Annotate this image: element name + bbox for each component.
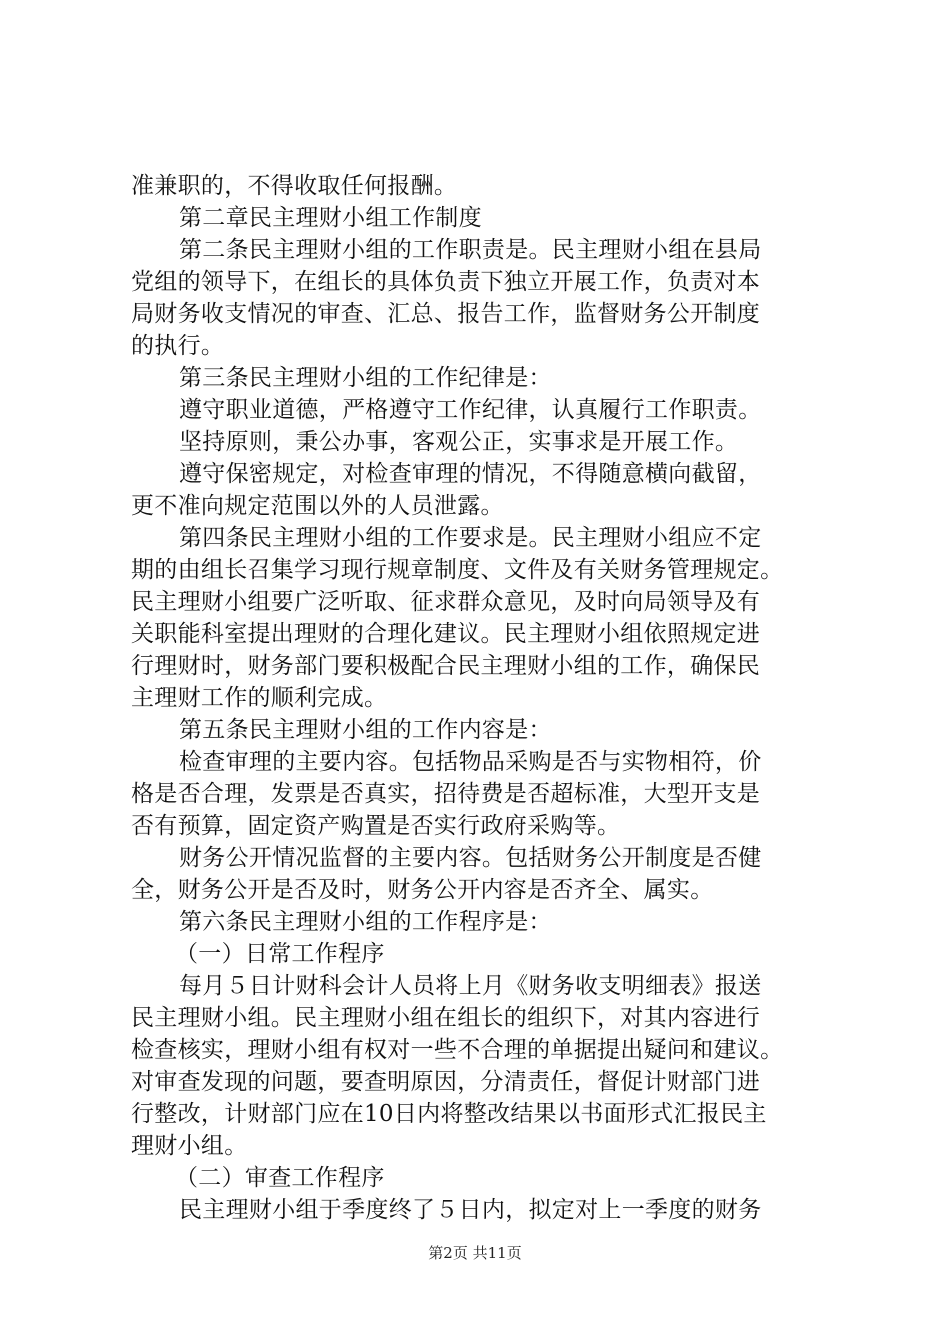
text-line: 第三条民主理财小组的工作纪律是： (179, 365, 552, 391)
text-line: 的执行。 (131, 333, 225, 359)
text-line: 行整改，计财部门应在10日内将整改结果以书面形式汇报民主 (131, 1101, 767, 1127)
text-line: 财务公开情况监督的主要内容。包括财务公开制度是否健 (179, 845, 762, 871)
text-line: 全，财务公开是否及时，财务公开内容是否齐全、属实。 (131, 877, 714, 903)
text-line: 遵守职业道德，严格遵守工作纪律，认真履行工作职责。 (179, 397, 762, 423)
section-heading: （二）审查工作程序 (175, 1165, 385, 1191)
text-line: 检查审理的主要内容。包括物品采购是否与实物相符，价 (179, 749, 762, 775)
text-line: 主理财工作的顺利完成。 (131, 685, 388, 711)
text-line: 否有预算，固定资产购置是否实行政府采购等。 (131, 813, 621, 839)
text-line: 第五条民主理财小组的工作内容是： (179, 717, 552, 743)
text-line: 行理财时，财务部门要积极配合民主理财小组的工作，确保民 (131, 653, 761, 679)
text-line: 民主理财小组于季度终了５日内，拟定对上一季度的财务 (179, 1197, 762, 1223)
text-line: 第四条民主理财小组的工作要求是。民主理财小组应不定 (179, 525, 762, 551)
text-line: 期的由组长召集学习现行规章制度、文件及有关财务管理规定。 (131, 557, 784, 583)
text-line: 关职能科室提出理财的合理化建议。民主理财小组依照规定进 (131, 621, 761, 647)
text-line: 遵守保密规定，对检查审理的情况，不得随意横向截留， (179, 461, 762, 487)
text-line: 格是否合理，发票是否真实，招待费是否超标准，大型开支是 (131, 781, 761, 807)
text-line: 局财务收支情况的审查、汇总、报告工作，监督财务公开制度 (131, 301, 761, 327)
text-line: 党组的领导下，在组长的具体负责下独立开展工作，负责对本 (131, 269, 761, 295)
text-line: 理财小组。 (131, 1133, 248, 1159)
page-number-footer: 第2页 共11页 (428, 1244, 522, 1262)
document-body (131, 170, 843, 1226)
text-line: 坚持原则，秉公办事，客观公正，实事求是开展工作。 (179, 429, 739, 455)
text-line: 民主理财小组要广泛听取、征求群众意见，及时向局领导及有 (131, 589, 761, 615)
text-line: 检查核实，理财小组有权对一些不合理的单据提出疑问和建议。 (131, 1037, 784, 1063)
text-line: 每月５日计财科会计人员将上月《财务收支明细表》报送 (179, 973, 762, 999)
text-line: 准兼职的，不得收取任何报酬。 (131, 173, 458, 199)
chapter-heading: 第二章民主理财小组工作制度 (179, 205, 482, 231)
text-line: 对审查发现的问题，要查明原因，分清责任，督促计财部门进 (131, 1069, 761, 1095)
text-line: 民主理财小组。民主理财小组在组长的组织下，对其内容进行 (131, 1005, 761, 1031)
text-line: 第二条民主理财小组的工作职责是。民主理财小组在县局 (179, 237, 762, 263)
text-line: 第六条民主理财小组的工作程序是： (179, 909, 552, 935)
text-line: 更不准向规定范围以外的人员泄露。 (131, 493, 504, 519)
section-heading: （一）日常工作程序 (175, 941, 385, 967)
